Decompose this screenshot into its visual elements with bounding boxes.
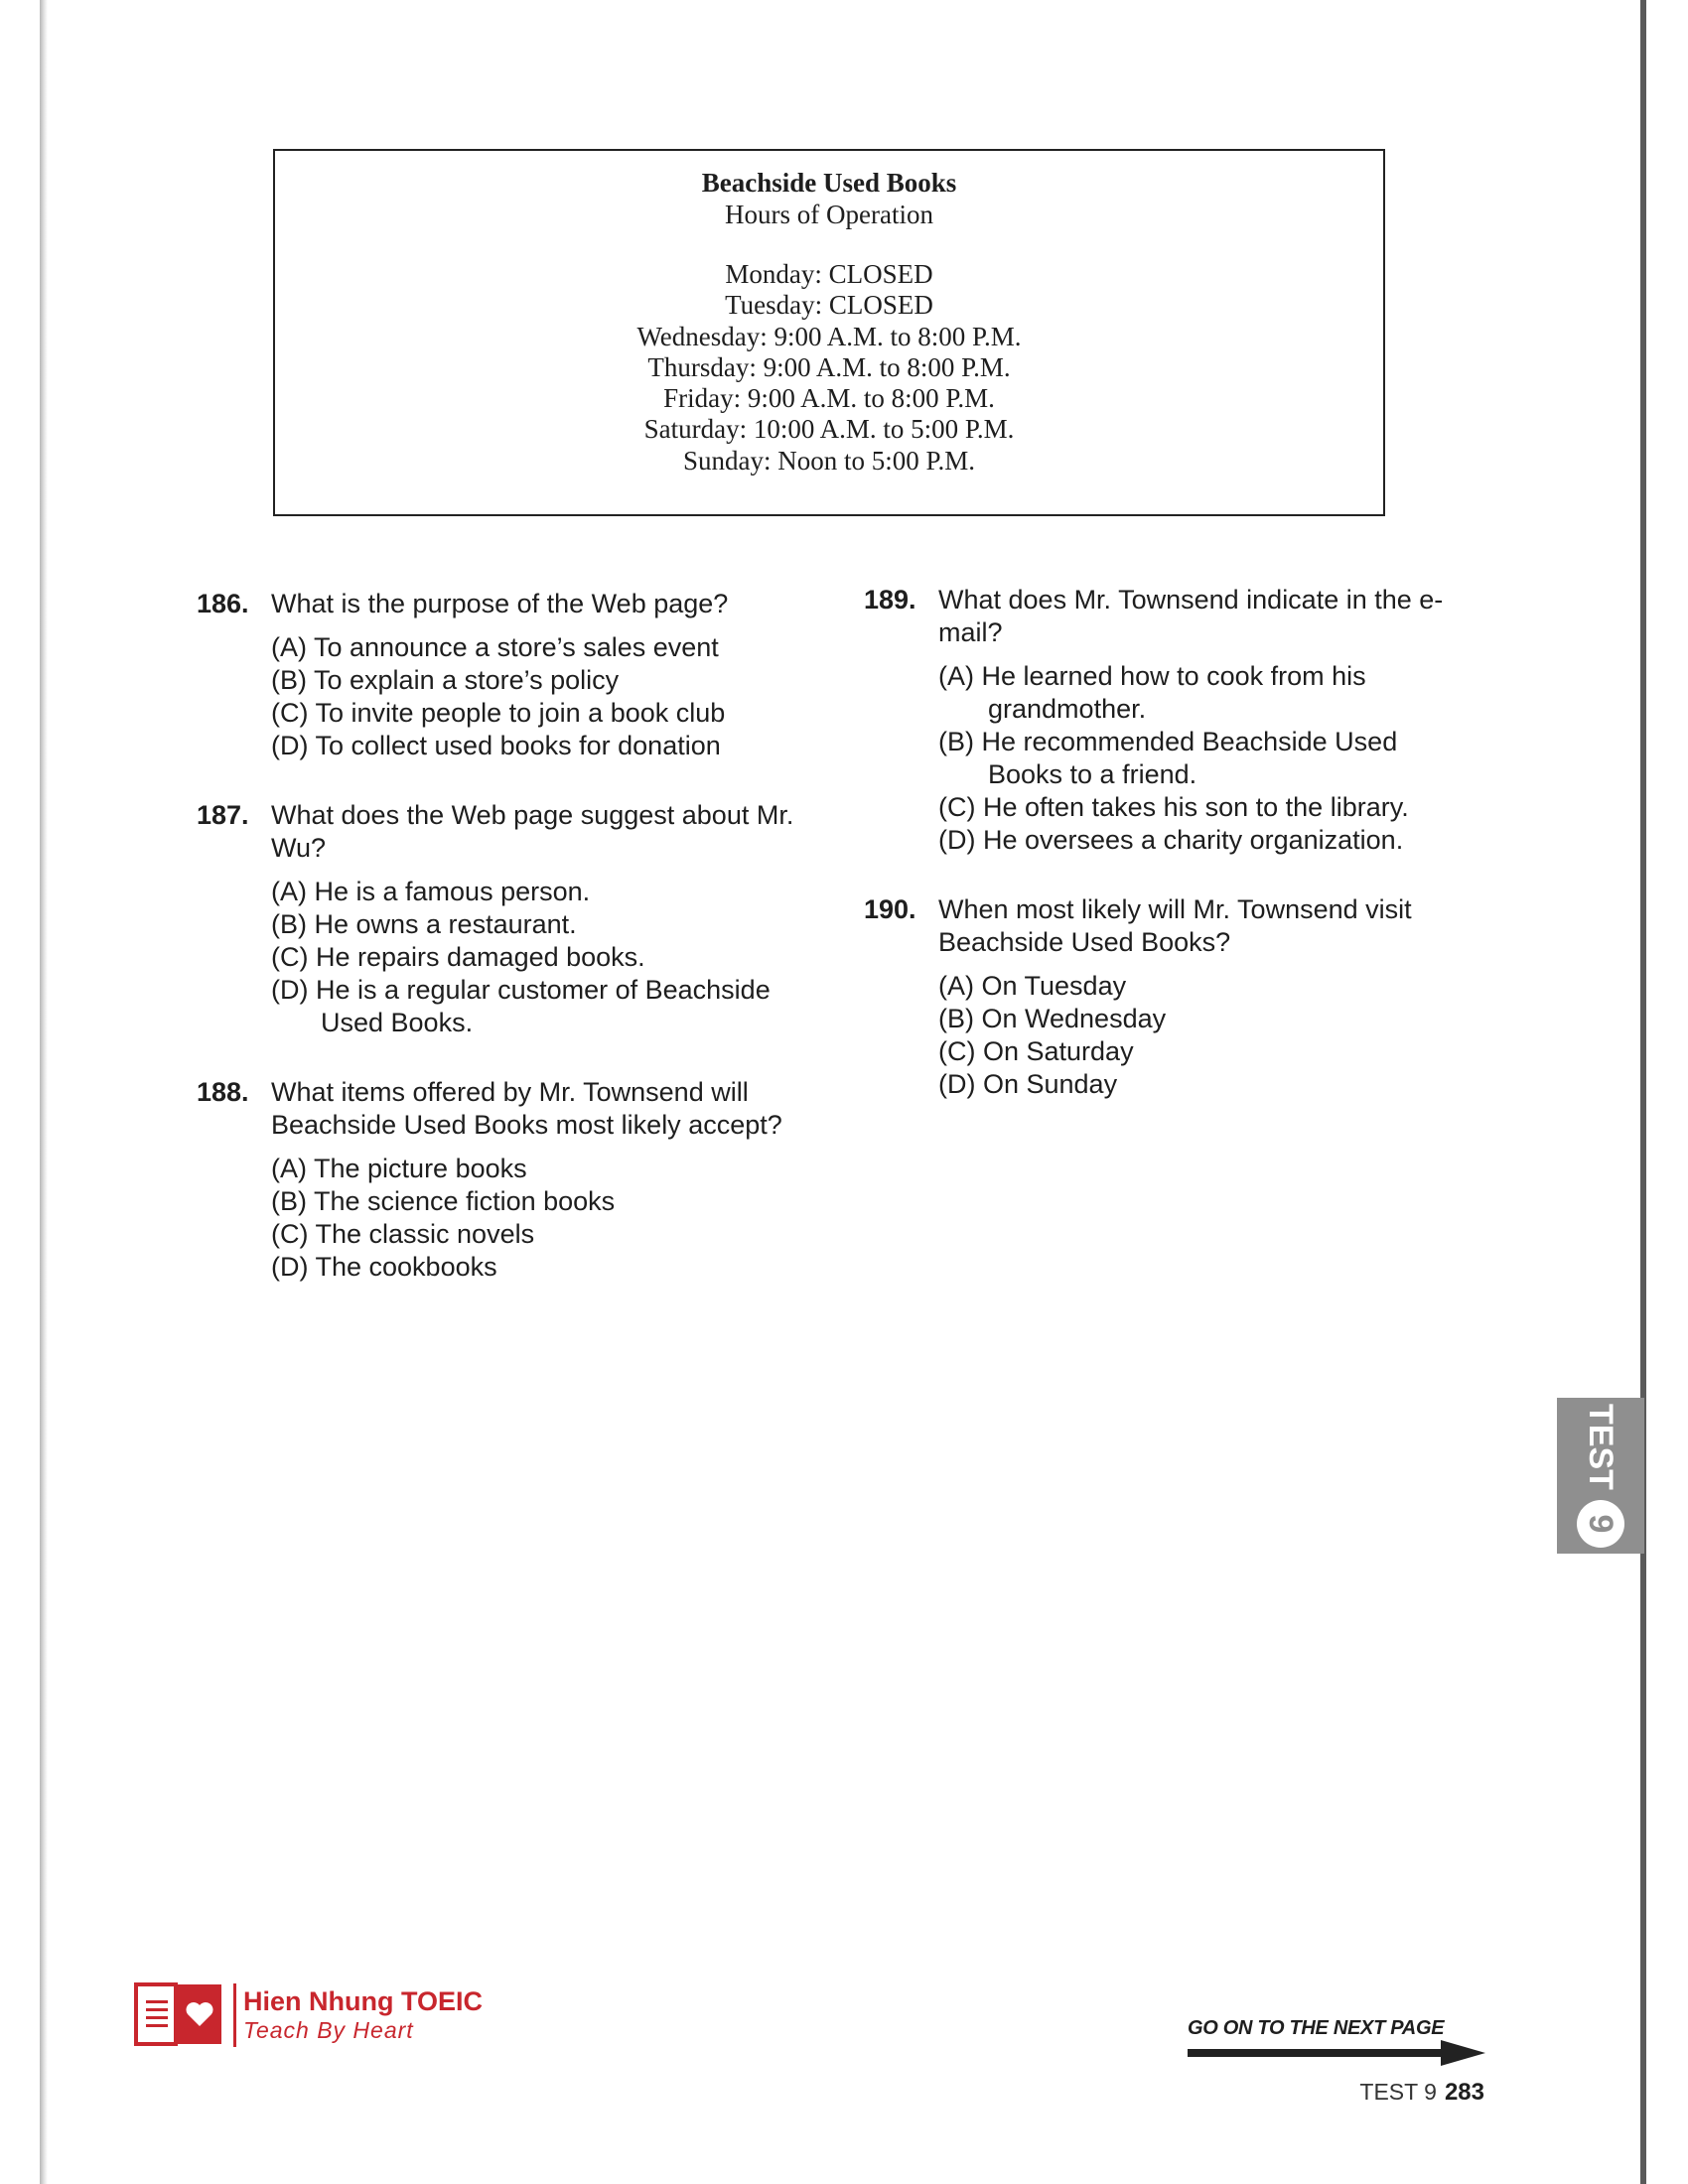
tab-number: 9 xyxy=(1577,1500,1624,1548)
hours-wednesday: Wednesday: 9:00 A.M. to 8:00 P.M. xyxy=(636,321,1022,351)
option-b[interactable]: (B) On Wednesday xyxy=(938,1004,1167,1033)
option-b[interactable]: (B) He owns a restaurant. xyxy=(271,909,577,939)
hours-friday: Friday: 9:00 A.M. to 8:00 P.M. xyxy=(663,383,995,414)
option-d[interactable]: (D) He oversees a charity organization. xyxy=(938,825,1404,855)
question-text: When most likely will Mr. Townsend visit Beachside Used Books? xyxy=(938,894,1412,957)
option-a[interactable]: (A) To announce a store’s sales event xyxy=(271,632,719,662)
option-c[interactable]: (C) To invite people to join a book club xyxy=(271,698,726,728)
option-d[interactable]: (D) He is a regular customer of Beachside Used Books. xyxy=(271,975,771,1037)
question-number: 188. xyxy=(197,1077,249,1107)
publisher-logo xyxy=(134,1980,531,2050)
option-d[interactable]: (D) To collect used books for donation xyxy=(271,731,721,760)
option-b[interactable]: (B) He recommended Beachside Used Books to a friend. xyxy=(938,727,1398,789)
test-section-tab-content xyxy=(1557,1398,1644,1554)
notice-title: Beachside Used Books xyxy=(701,168,957,198)
option-a[interactable]: (A) The picture books xyxy=(271,1154,527,1183)
question-number: 186. xyxy=(197,589,249,618)
option-c[interactable]: (C) He often takes his son to the library. xyxy=(938,792,1409,822)
questions-left-column xyxy=(197,588,832,1320)
logo-divider xyxy=(233,1983,236,2047)
page-number: 283 xyxy=(1444,2079,1484,2106)
hours-notice xyxy=(273,149,1385,516)
option-a[interactable]: (A) He is a famous person. xyxy=(271,877,591,906)
hours-list xyxy=(275,259,1383,477)
logo-name: Hien Nhung TOEIC xyxy=(243,1986,483,2016)
question-number: 189. xyxy=(864,585,916,614)
question-number: 187. xyxy=(197,800,249,830)
question-text: What does Mr. Townsend indicate in the e-mail? xyxy=(938,585,1444,647)
option-a[interactable]: (A) On Tuesday xyxy=(938,971,1127,1001)
questions-right-column xyxy=(864,584,1460,1138)
test-section-tab xyxy=(1557,1398,1644,1554)
question-186 xyxy=(197,588,832,762)
option-c[interactable]: (C) On Saturday xyxy=(938,1036,1134,1066)
page-left-edge xyxy=(40,0,48,2184)
option-b[interactable]: (B) The science fiction books xyxy=(271,1186,616,1216)
page-right-edge xyxy=(1640,0,1646,2184)
option-a[interactable]: (A) He learned how to cook from his grandmother. xyxy=(938,661,1366,724)
option-d[interactable]: (D) The cookbooks xyxy=(271,1252,497,1282)
page-footer xyxy=(1350,2079,1484,2107)
hours-tuesday: Tuesday: CLOSED xyxy=(725,290,933,321)
hours-thursday: Thursday: 9:00 A.M. to 8:00 P.M. xyxy=(647,351,1011,382)
book-heart-icon xyxy=(134,1980,225,2050)
question-text: What is the purpose of the Web page? xyxy=(271,589,729,618)
option-d[interactable]: (D) On Sunday xyxy=(938,1069,1118,1099)
tab-label: TEST xyxy=(1582,1404,1620,1490)
hours-sunday: Sunday: Noon to 5:00 P.M. xyxy=(682,445,976,476)
option-c[interactable]: (C) The classic novels xyxy=(271,1219,535,1249)
option-b[interactable]: (B) To explain a store’s policy xyxy=(271,665,620,695)
logo-tagline: Teach By Heart xyxy=(243,2017,414,2043)
notice-subtitle: Hours of Operation xyxy=(725,200,933,229)
question-189 xyxy=(864,584,1460,857)
arrow-right-icon xyxy=(1188,2040,1485,2066)
next-page-label: GO ON TO THE NEXT PAGE xyxy=(1188,2017,1445,2039)
hours-saturday: Saturday: 10:00 A.M. to 5:00 P.M. xyxy=(643,414,1015,445)
question-190 xyxy=(864,893,1460,1101)
question-187 xyxy=(197,799,832,1039)
footer-test-label: TEST 9 xyxy=(1359,2079,1437,2105)
question-text: What items offered by Mr. Townsend will Beachside Used Books most likely accept? xyxy=(271,1077,782,1140)
question-188 xyxy=(197,1076,832,1284)
hours-monday: Monday: CLOSED xyxy=(725,259,933,289)
question-number: 190. xyxy=(864,894,916,924)
option-c[interactable]: (C) He repairs damaged books. xyxy=(271,942,645,972)
question-text: What does the Web page suggest about Mr. Wu? xyxy=(271,800,794,863)
